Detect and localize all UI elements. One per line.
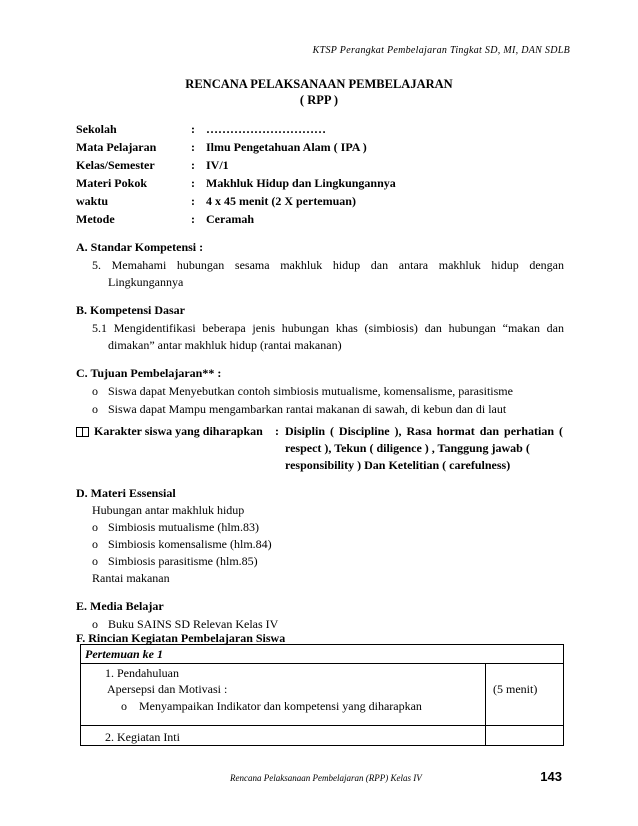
activity-table [80, 644, 564, 746]
document-subtitle: ( RPP ) [299, 93, 339, 107]
identity-label: Materi Pokok [76, 176, 147, 190]
page-footer: Rencana Pelaksanaan Pembelajaran (RPP) Kelas IV [230, 773, 422, 783]
identity-label: Kelas/Semester [76, 158, 155, 172]
table-title: Pertemuan ke 1 [85, 647, 163, 661]
identity-value: IV/1 [206, 158, 229, 172]
identity-value: ………………………… [206, 122, 326, 136]
bullet-icon: o [121, 699, 127, 713]
section-e-heading: E. Media Belajar [76, 599, 164, 613]
list-item-text: Siswa dapat Mampu mengambarkan rantai makanan di sawah, di kebun dan di laut [108, 402, 507, 416]
karakter-label: Karakter siswa yang diharapkan [94, 424, 263, 438]
table-row1-label: 1. Pendahuluan [105, 666, 179, 680]
table-rule [81, 725, 563, 726]
bullet-icon: o [92, 537, 98, 551]
section-a-heading: A. Standar Kompetensi : [76, 240, 204, 254]
list-item-text: Siswa dapat Menyebutkan contoh simbiosis mutualisme, komensalisme, parasitisme [108, 384, 513, 398]
section-c-heading: C. Tujuan Pembelajaran** : [76, 366, 222, 380]
bullet-icon: o [92, 617, 98, 631]
section-f-heading: F. Rincian Kegiatan Pembelajaran Siswa [76, 631, 286, 645]
section-b-heading: B. Kompetensi Dasar [76, 303, 185, 317]
identity-label: Metode [76, 212, 115, 226]
identity-value: Makhluk Hidup dan Lingkungannya [206, 176, 396, 190]
karakter-line-1: Disiplin ( Discipline ), Rasa hormat dan perhatian ( [285, 424, 563, 438]
section-a-text: 5. Memahami hubungan sesama makhluk hidup dan antara makhluk hidup dengan [92, 258, 564, 272]
section-a-text-cont: Lingkungannya [108, 275, 184, 289]
identity-label: waktu [76, 194, 109, 208]
identity-label: Mata Pelajaran [76, 140, 157, 154]
list-item-text: Buku SAINS SD Relevan Kelas IV [108, 617, 279, 631]
list-item-text: Menyampaikan Indikator dan kompetensi yang diharapkan [139, 699, 422, 713]
bullet-icon: o [92, 520, 98, 534]
table-row1-time: (5 menit) [493, 682, 538, 696]
identity-colon: : [191, 122, 195, 136]
bullet-icon: o [92, 402, 98, 416]
section-b-text: 5.1 Mengidentifikasi beberapa jenis hubungan khas (simbiosis) dan hubungan “makan dan [92, 321, 564, 335]
karakter-line-3: responsibility ) Dan Ketelitian ( carefulness) [285, 458, 511, 472]
bullet-icon: o [92, 384, 98, 398]
karakter-colon: : [275, 424, 279, 438]
identity-value: Ceramah [206, 212, 254, 226]
identity-value: Ilmu Pengetahuan Alam ( IPA ) [206, 140, 367, 154]
table-column-rule [485, 663, 486, 745]
identity-colon: : [191, 140, 195, 154]
table-row1-sub: Apersepsi dan Motivasi : [107, 682, 228, 696]
section-d-intro: Hubungan antar makhluk hidup [92, 503, 245, 517]
section-d-outro: Rantai makanan [92, 571, 170, 585]
identity-colon: : [191, 158, 195, 172]
list-item-text: Simbiosis mutualisme (hlm.83) [108, 520, 260, 534]
identity-label: Sekolah [76, 122, 117, 136]
page-number: 143 [540, 769, 562, 784]
table-rule [81, 663, 563, 664]
running-header: KTSP Perangkat Pembelajaran Tingkat SD, MI, DAN SDLB [312, 45, 570, 56]
section-b-text-cont: dimakan” antar makhluk hidup (rantai makanan) [108, 338, 342, 352]
document-title: RENCANA PELAKSANAAN PEMBELAJARAN [185, 77, 453, 91]
identity-value: 4 x 45 menit (2 X pertemuan) [206, 194, 356, 208]
bullet-icon: o [92, 554, 98, 568]
list-item-text: Simbiosis komensalisme (hlm.84) [108, 537, 272, 551]
section-d-heading: D. Materi Essensial [76, 486, 176, 500]
identity-colon: : [191, 212, 195, 226]
identity-colon: : [191, 176, 195, 190]
book-icon [76, 426, 96, 440]
identity-colon: : [191, 194, 195, 208]
karakter-line-2: respect ), Tekun ( diligence ) , Tanggung jawab ( [285, 441, 530, 455]
table-row2-label: 2. Kegiatan Inti [105, 730, 180, 744]
list-item-text: Simbiosis parasitisme (hlm.85) [108, 554, 258, 568]
